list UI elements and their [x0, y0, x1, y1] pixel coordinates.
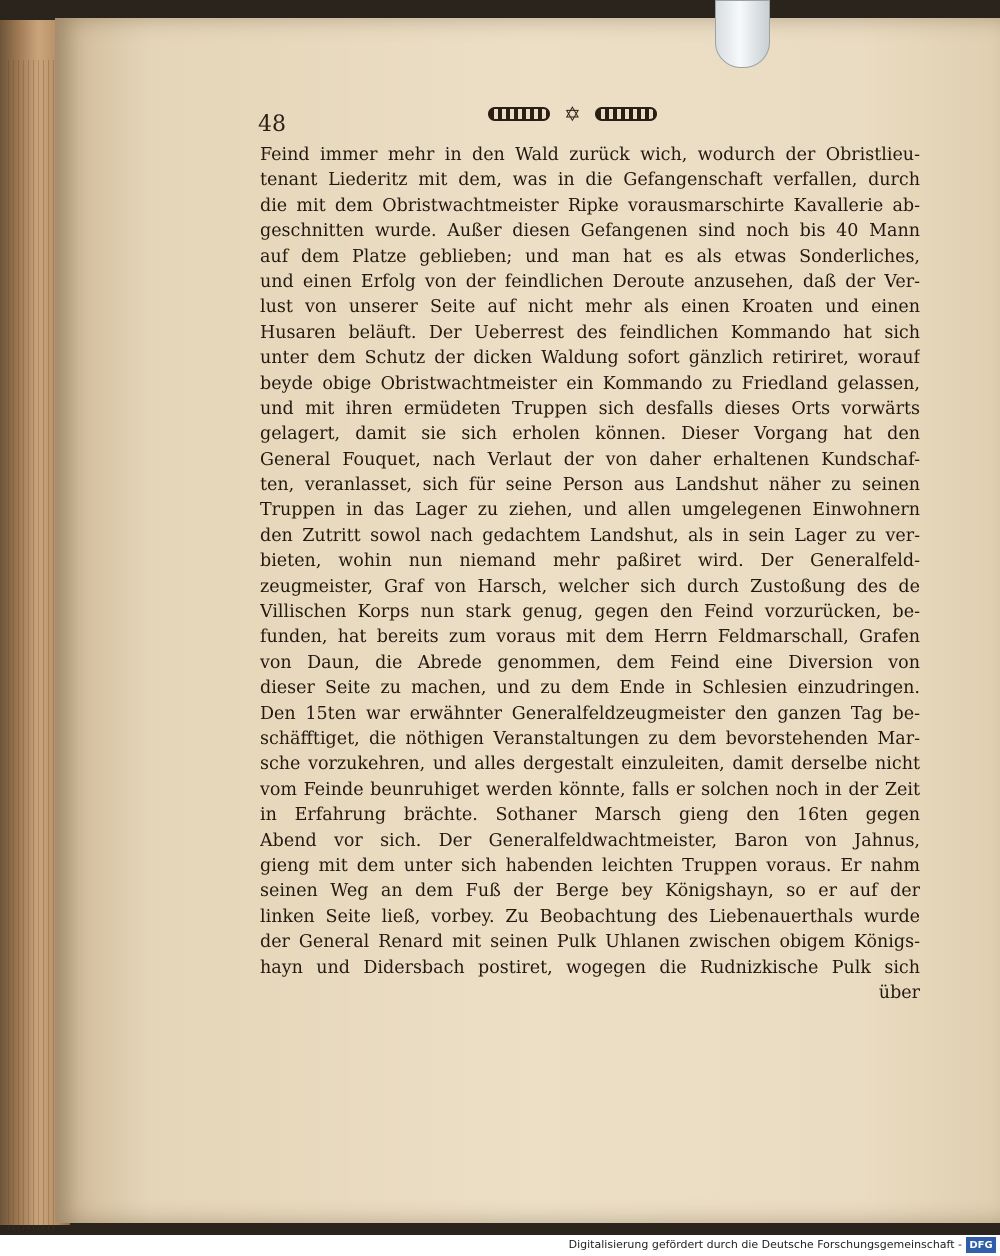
ornament-right-flourish	[595, 107, 657, 121]
text-line: Den 15ten war erwähnter Generalfeldzeugmeister den ganzen Tag be-	[260, 703, 920, 724]
text-line: schäfftiget, die nöthigen Veranstaltungen zu dem bevorstehenden Mar-	[260, 728, 920, 749]
text-line: die mit dem Obristwachtmeister Ripke vorausmarschirte Kavallerie ab-	[260, 195, 920, 216]
text-line: Abend vor sich. Der Generalfeldwachtmeister, Baron von Jahnus,	[260, 830, 920, 851]
page-edge-stack	[8, 60, 58, 1230]
footer-credit: Digitalisierung gefördert durch die Deutsche Forschungsgemeinschaft -	[568, 1238, 962, 1251]
text-line: sche vorzukehren, und alles dergestalt einzuleiten, damit derselbe nicht	[260, 754, 920, 775]
ornament-star-icon: ✡	[564, 102, 581, 126]
catchword: über	[878, 982, 920, 1003]
text-line: und mit ihren ermüdeten Truppen sich desfalls dieses Orts vorwärts	[260, 398, 920, 419]
text-line: in Erfahrung brächte. Sothaner Marsch gieng den 16ten gegen	[260, 805, 920, 826]
text-line: funden, hat bereits zum voraus mit dem Herrn Feldmarschall, Grafen	[260, 627, 920, 648]
text-line: bieten, wohin nun niemand mehr paßiret wird. Der Generalfeld-	[260, 551, 920, 572]
text-line: den Zutritt sowol nach gedachtem Landshut, als in sein Lager zu ver-	[260, 525, 920, 546]
text-line: hayn und Didersbach postiret, wogegen die Rudnizkische Pulk sich	[260, 957, 920, 978]
page-clip	[715, 0, 770, 68]
footer-bar	[0, 1235, 1000, 1256]
text-line: dieser Seite zu machen, und zu dem Ende in Schlesien einzudringen.	[260, 678, 920, 699]
text-line: ten, veranlasset, sich für seine Person aus Landshut näher zu seinen	[260, 475, 920, 496]
text-line: Feind immer mehr in den Wald zurück wich, wodurch der Obristlieu-	[260, 145, 920, 165]
text-line: General Fouquet, nach Verlaut der von daher erhaltenen Kundschaf-	[260, 449, 920, 470]
text-line: gieng mit dem unter sich habenden leichten Truppen voraus. Er nahm	[260, 855, 920, 876]
text-line: der General Renard mit seinen Pulk Uhlanen zwischen obigem Königs-	[260, 932, 920, 953]
text-line: tenant Liederitz mit dem, was in die Gefangenschaft verfallen, durch	[260, 170, 920, 191]
header-ornament	[488, 104, 657, 124]
text-line: linken Seite ließ, vorbey. Zu Beobachtung des Liebenauerthals wurde	[260, 906, 920, 927]
text-line: Husaren beläuft. Der Ueberrest des feindlichen Kommando hat sich	[260, 322, 920, 343]
body-text	[260, 143, 920, 1006]
text-line: zeugmeister, Graf von Harsch, welcher sich durch Zustoßung des de	[260, 576, 920, 597]
text-line: vom Feinde beunruhiget werden könnte, falls er solchen noch in der Zeit	[260, 779, 920, 800]
dfg-logo: DFG	[966, 1237, 996, 1253]
text-line: geschnitten wurde. Außer diesen Gefangenen sind noch bis 40 Mann	[260, 221, 920, 242]
text-line: gelagert, damit sie sich erholen können. Dieser Vorgang hat den	[260, 424, 920, 445]
text-line: Truppen in das Lager zu ziehen, und allen umgelegenen Einwohnern	[260, 500, 920, 521]
text-line: und einen Erfolg von der feindlichen Deroute anzusehen, daß der Ver-	[260, 271, 920, 292]
text-line: Villischen Korps nun stark genug, gegen den Feind vorzurücken, be-	[260, 602, 920, 623]
text-line: lust von unserer Seite auf nicht mehr als einen Kroaten und einen	[260, 297, 920, 318]
text-line: unter dem Schutz der dicken Waldung sofort gänzlich retiriret, worauf	[260, 348, 920, 369]
text-line: auf dem Platze geblieben; und man hat es als etwas Sonderliches,	[260, 246, 920, 267]
ornament-left-flourish	[488, 107, 550, 121]
page-number: 48	[258, 112, 286, 137]
text-line: von Daun, die Abrede genommen, dem Feind eine Diversion von	[260, 652, 920, 673]
text-line: beyde obige Obristwachtmeister ein Kommando zu Friedland gelassen,	[260, 373, 920, 394]
text-line: seinen Weg an dem Fuß der Berge bey Königshayn, so er auf der	[260, 881, 920, 902]
